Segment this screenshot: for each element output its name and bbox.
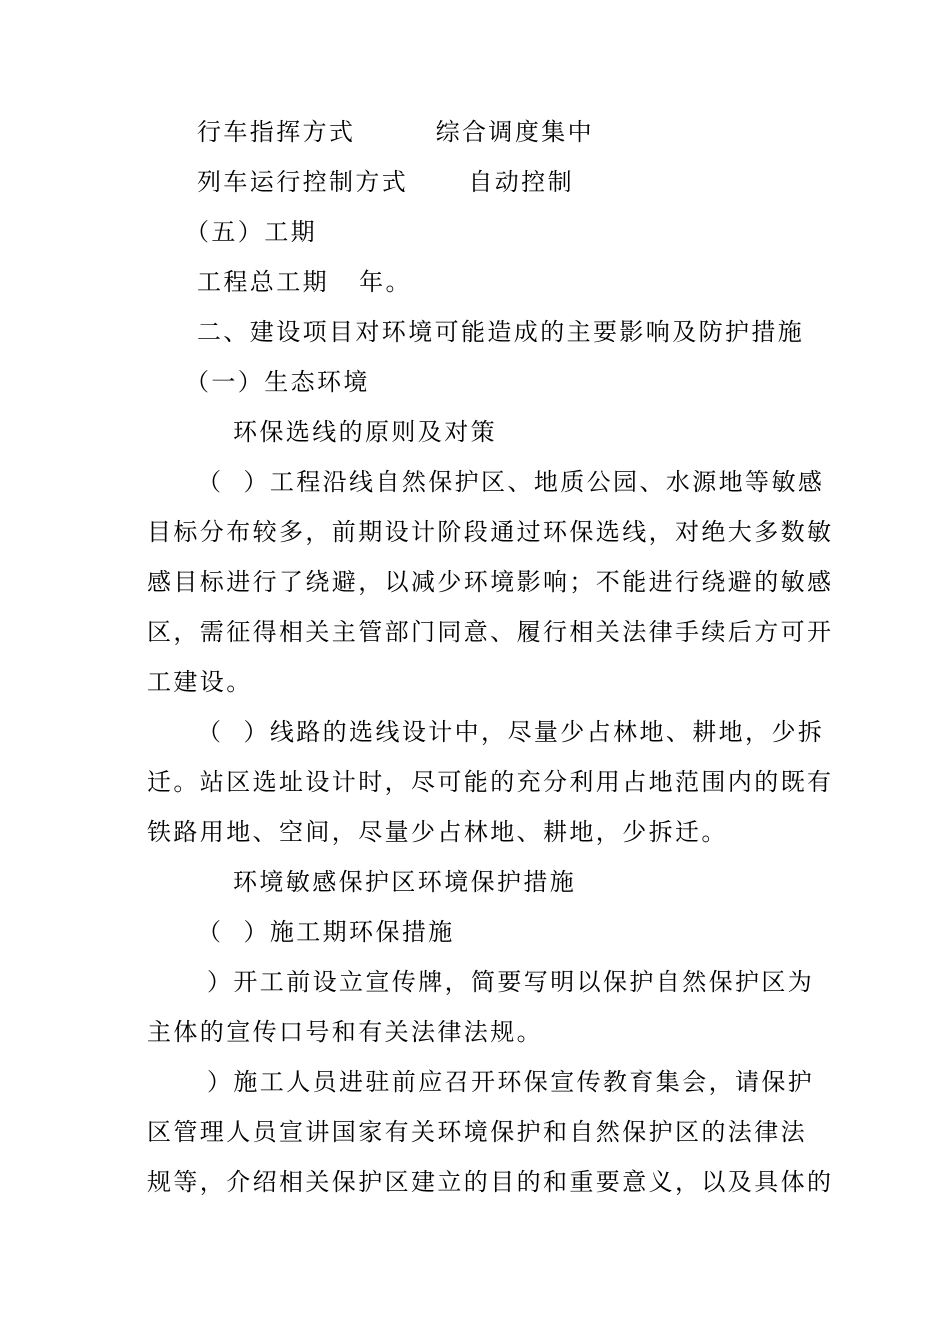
paragraph-line: （ ）工程沿线自然保护区、地质公园、水源地等敏感 <box>197 468 825 496</box>
heading-ecological-environment: （一）生态环境 <box>185 368 370 396</box>
paragraph-line: 迁。站区选址设计时，尽可能的充分利用占地范围内的既有 <box>147 768 834 796</box>
paragraph-line: ）开工前设立宣传牌，简要写明以保护自然保护区为 <box>207 968 815 996</box>
text-line-train-control-mode: 列车运行控制方式 自动控制 <box>197 168 574 196</box>
heading-section-two: 二、建设项目对环境可能造成的主要影响及防护措施 <box>197 318 805 346</box>
paragraph-line: 目标分布较多，前期设计阶段通过环保选线，对绝大多数敏 <box>147 518 834 546</box>
paragraph-line: 主体的宣传口号和有关法律法规。 <box>147 1018 543 1046</box>
text-line-traffic-command-mode: 行车指挥方式 综合调度集中 <box>197 118 595 146</box>
heading-route-selection: 环保选线的原则及对策 <box>233 418 497 446</box>
paragraph-line: （ ）线路的选线设计中，尽量少占林地、耕地，少拆 <box>197 718 825 746</box>
paragraph-line: 区管理人员宣讲国家有关环境保护和自然保护区的法律法 <box>147 1118 807 1146</box>
text-line-total-period: 工程总工期 年。 <box>197 268 412 296</box>
paragraph-line: ）施工人员进驻前应召开环保宣传教育集会，请保护 <box>207 1068 815 1096</box>
heading-construction-measures: （ ）施工期环保措施 <box>197 918 455 946</box>
heading-construction-period: （五）工期 <box>185 218 317 246</box>
paragraph-line: 区，需征得相关主管部门同意、履行相关法律手续后方可开 <box>147 618 834 646</box>
paragraph-line: 规等，介绍相关保护区建立的目的和重要意义，以及具体的 <box>147 1168 834 1196</box>
paragraph-line: 感目标进行了绕避，以减少环境影响；不能进行绕避的敏感 <box>147 568 834 596</box>
paragraph-line: 工建设。 <box>147 668 253 696</box>
paragraph-line: 铁路用地、空间，尽量少占林地、耕地，少拆迁。 <box>147 818 728 846</box>
heading-sensitive-area-protection: 环境敏感保护区环境保护措施 <box>233 868 577 896</box>
